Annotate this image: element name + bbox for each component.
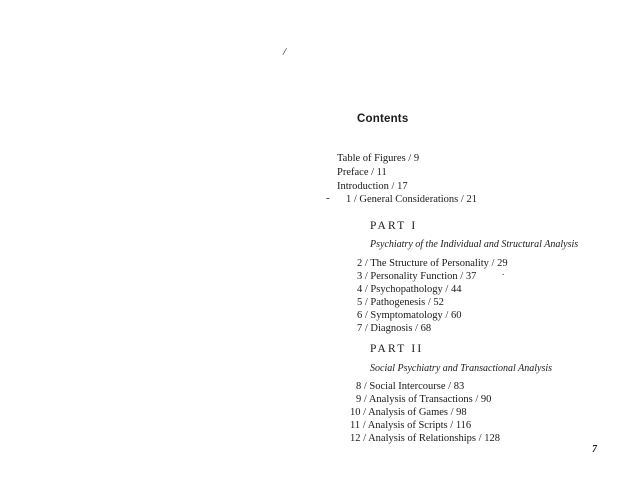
toc-entry-chapter-1: 1 / General Considerations / 21 [346,194,477,205]
toc-entry-label: Preface [337,167,369,178]
toc-entry-chapter: 11 / Analysis of Scripts / 116 [350,420,472,431]
chapter-number: 3 [357,271,363,282]
chapter-number: 1 [346,194,352,205]
toc-entry-label: General Considerations [359,194,459,205]
toc-entry-chapter: 12 / Analysis of Relationships / 128 [350,433,500,444]
part-heading: PART I [370,220,418,232]
chapter-number: 6 [357,310,363,321]
toc-entry-label: Diagnosis [370,323,413,334]
chapter-number: 5 [357,297,363,308]
toc-entry-label: Personality Function [370,271,458,282]
toc-entry-page: 29 [497,258,508,269]
margin-dash-mark: - [326,192,330,204]
toc-entry-page: 17 [397,181,408,192]
top-slash-mark: / [283,46,287,58]
chapter-number: 9 [356,394,362,405]
toc-entry-chapter: 10 / Analysis of Games / 98 [350,407,467,418]
toc-entry-label: Analysis of Transactions [368,394,473,405]
toc-entry-page: 37 [465,271,477,282]
part-subtitle: Social Psychiatry and Transactional Analysis [370,363,553,374]
toc-entry-page: 128 [484,433,500,444]
chapter-number: 11 [350,420,361,431]
page-number: 7 [592,444,597,455]
toc-entry-label: Psychopathology [370,284,443,295]
toc-entry-chapter: 9 / Analysis of Transactions / 90 [356,394,492,405]
toc-entry-page: 9 [413,153,420,164]
toc-entry-page: 90 [480,394,492,405]
part-subtitle: Psychiatry of the Individual and Structural Analysis [370,239,579,250]
toc-entry-label: Table of Figures [337,153,406,164]
toc-entry-chapter: 2 / The Structure of Personality / 29 [357,258,508,269]
toc-entry-chapter: 7 / Diagnosis / 68 [357,323,432,334]
toc-entry-table-of-figures: Table of Figures / 9 [337,153,420,164]
toc-entry-label: Symptomatology [370,310,443,321]
toc-entry-page: 11 [376,167,387,178]
toc-entry-label: The Structure of Personality [370,258,489,269]
toc-entry-label: Introduction [337,181,389,192]
chapter-number: 10 [350,407,361,418]
toc-entry-page: 83 [453,381,465,392]
toc-entry-page: 98 [456,407,467,418]
toc-entry-chapter: 8 / Social Intercourse / 83 [356,381,465,392]
toc-entry-introduction: Introduction / 17 [337,181,408,192]
chapter-number: 2 [357,258,363,269]
toc-entry-chapter: 4 / Psychopathology / 44 [357,284,462,295]
toc-entry-label: Social Intercourse [369,381,446,392]
toc-entry-chapter: 3 / Personality Function / 37 [357,271,477,282]
toc-entry-page: 68 [420,323,432,334]
toc-entry-label: Analysis of Scripts [367,420,448,431]
toc-entry-page: 44 [450,284,462,295]
toc-entry-page: 116 [455,420,472,431]
toc-entry-page: 52 [433,297,444,308]
chapter-number: 4 [357,284,363,295]
toc-entry-label: Pathogenesis [370,297,426,308]
toc-entry-chapter: 5 / Pathogenesis / 52 [357,297,444,308]
chapter-number: 12 [350,433,361,444]
page-title: Contents [357,113,409,125]
chapter-number: 7 [357,323,363,334]
toc-entry-chapter: 6 / Symptomatology / 60 [357,310,462,321]
part-heading: PART II [370,343,424,355]
stray-dot-mark: . [502,267,505,277]
chapter-number: 8 [356,381,362,392]
toc-entry-label: Analysis of Games [368,407,448,418]
toc-entry-label: Analysis of Relationships [368,433,477,444]
toc-entry-page: 21 [466,194,477,205]
toc-entry-page: 60 [450,310,462,321]
toc-entry-preface: Preface / 11 [337,167,387,178]
